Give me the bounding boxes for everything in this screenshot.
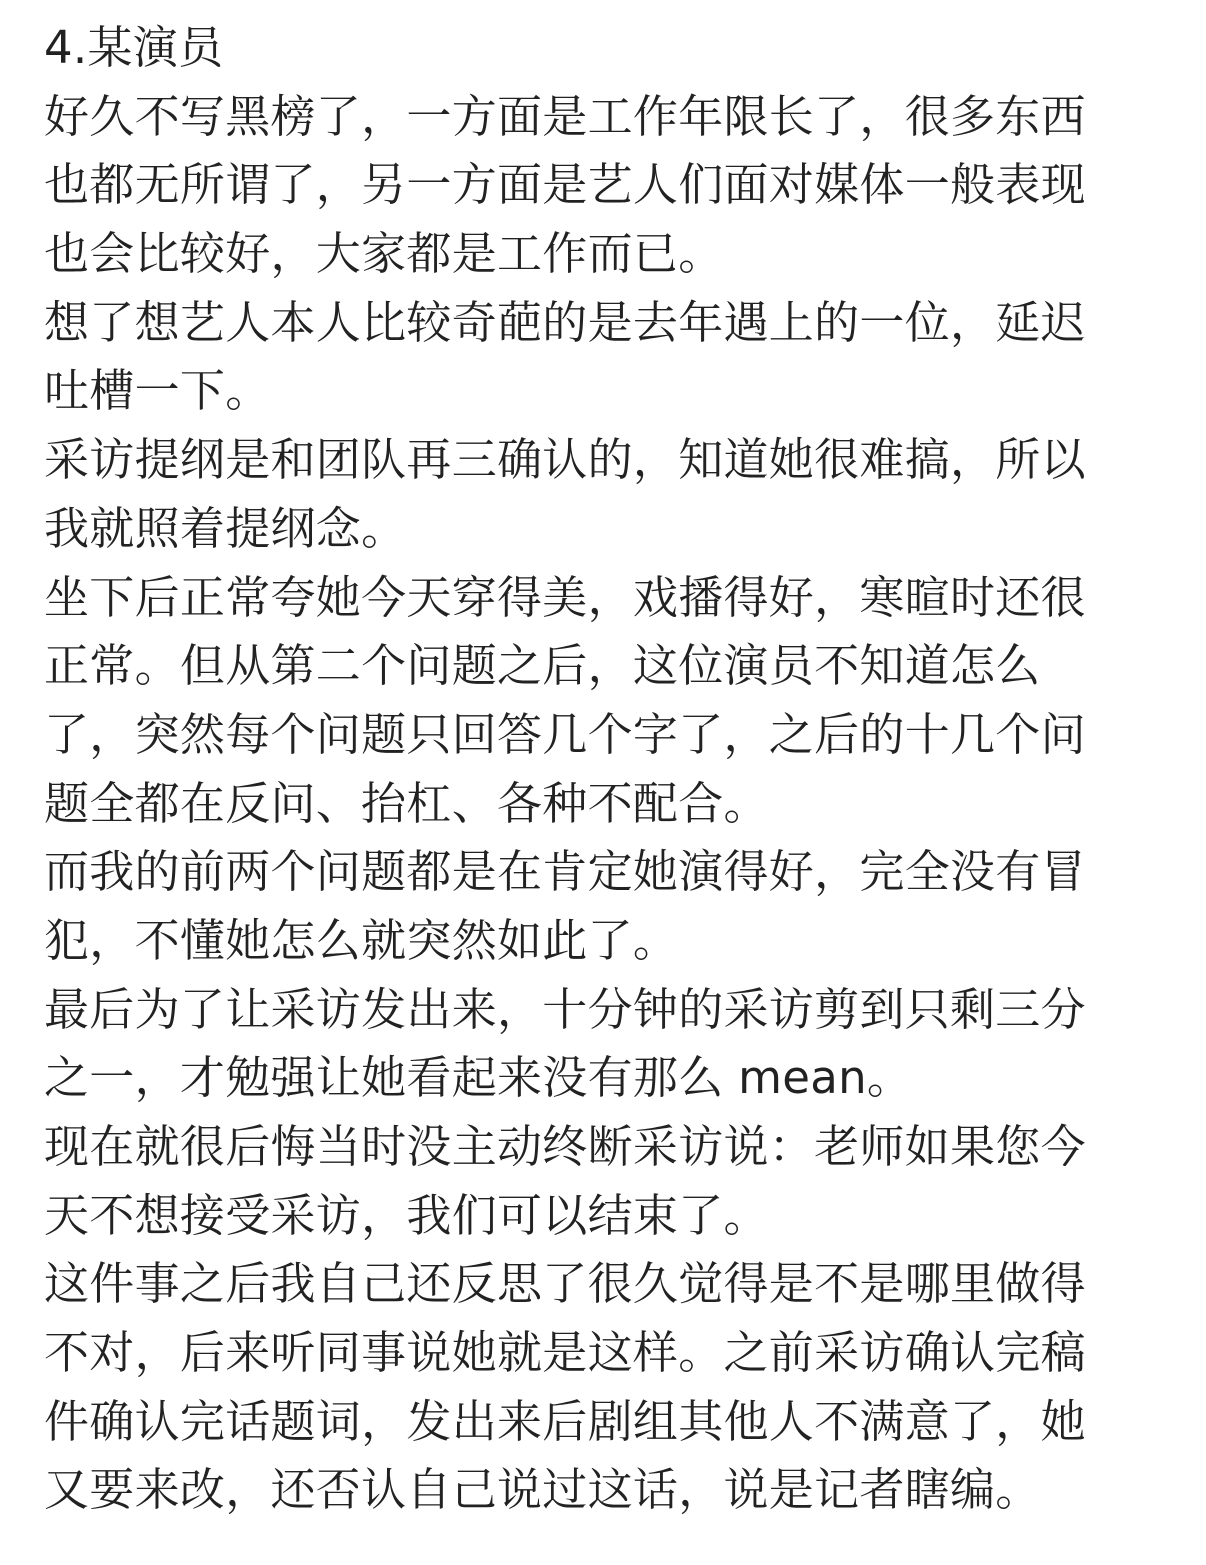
text-line: 之一，才勉强让她看起来没有那么 mean。 <box>44 1051 913 1105</box>
text-line: 件确认完话题词，发出来后剧组其他人不满意了，她 <box>44 1394 1086 1448</box>
text-line: 犯，不懂她怎么就突然如此了。 <box>44 913 679 967</box>
text-line: 也会比较好，大家都是工作而已。 <box>44 227 724 281</box>
text-line: 好久不写黑榜了，一方面是工作年限长了，很多东西 <box>44 89 1086 143</box>
text-line: 坐下后正常夸她今天穿得美，戏播得好，寒暄时还很 <box>44 570 1086 624</box>
article-heading: 4.某演员 <box>44 21 224 74</box>
text-line: 想了想艺人本人比较奇葩的是去年遇上的一位，延迟 <box>44 295 1086 349</box>
text-line: 现在就很后悔当时没主动终断采访说：老师如果您今 <box>44 1120 1086 1173</box>
text-line: 题全都在反问、抬杠、各种不配合。 <box>44 776 769 830</box>
text-line: 正常。但从第二个问题之后，这位演员不知道怎么 <box>44 639 1041 693</box>
text-line: 也都无所谓了，另一方面是艺人们面对媒体一般表现 <box>44 158 1086 212</box>
text-line: 采访提纲是和团队再三确认的，知道她很难搞，所以 <box>44 433 1086 487</box>
text-line: 这件事之后我自己还反思了很久觉得是不是哪里做得 <box>44 1257 1086 1311</box>
text-line: 了，突然每个问题只回答几个字了，之后的十几个问 <box>44 707 1086 761</box>
text-line: 吐槽一下。 <box>44 364 271 418</box>
text-line: 不对，后来听同事说她就是这样。之前采访确认完稿 <box>44 1326 1086 1380</box>
text-line: 又要来改，还否认自己说过这话，说是记者瞎编。 <box>44 1463 1041 1517</box>
text-line: 而我的前两个问题都是在肯定她演得好，完全没有冒 <box>44 845 1086 899</box>
article-body <box>44 14 1162 1525</box>
text-line: 最后为了让采访发出来，十分钟的采访剪到只剩三分 <box>44 982 1086 1036</box>
text-line: 天不想接受采访，我们可以结束了。 <box>44 1188 769 1242</box>
text-line: 我就照着提纲念。 <box>44 501 407 555</box>
